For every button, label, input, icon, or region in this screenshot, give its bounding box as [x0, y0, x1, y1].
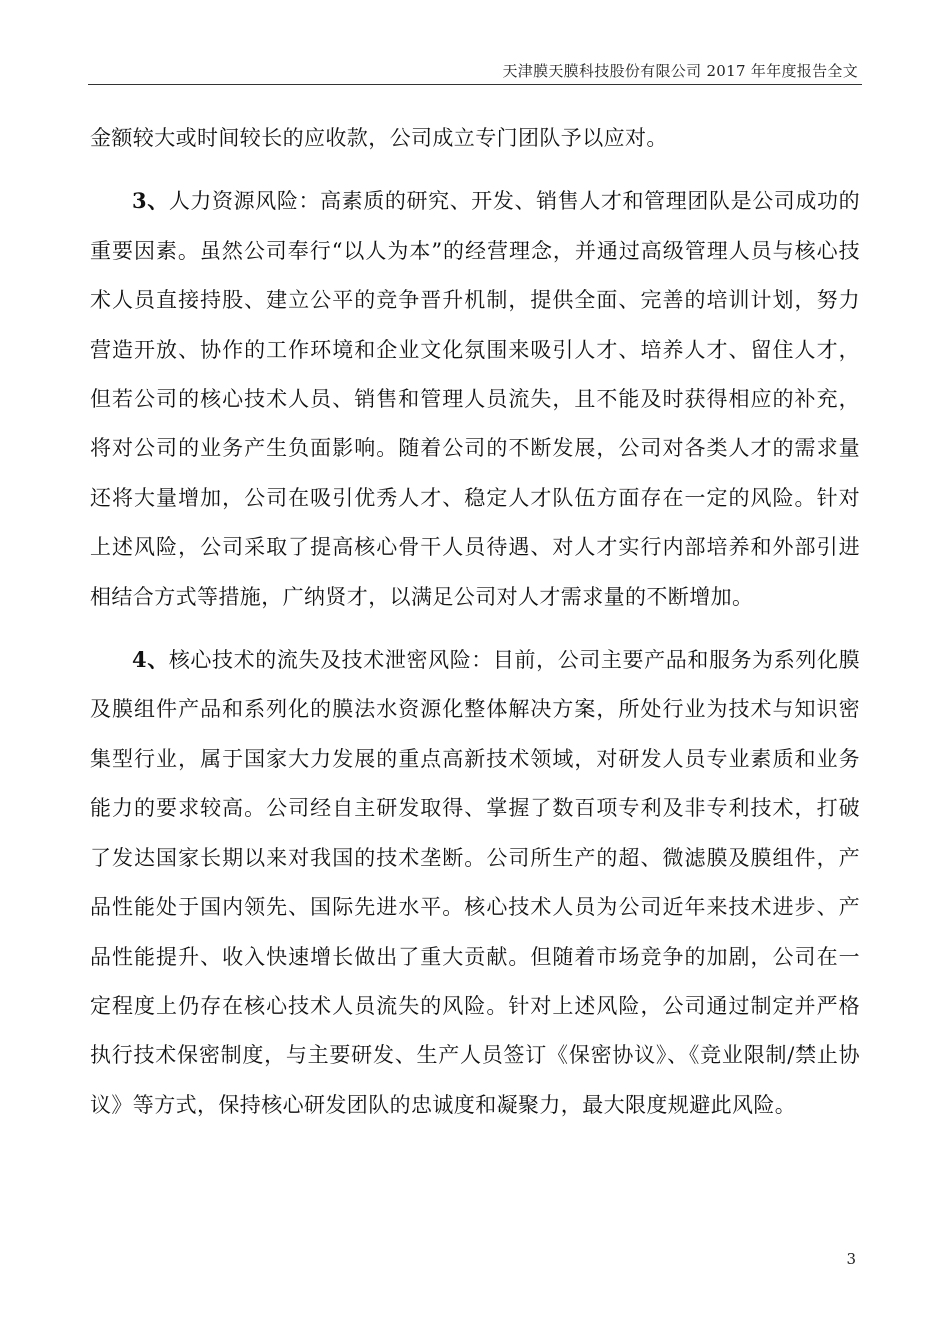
paragraph-number: 3、: [132, 188, 169, 214]
continuation-paragraph: 金额较大或时间较长的应收款，公司成立专门团队予以应对。: [90, 126, 668, 150]
paragraph-text: 人力资源风险：高素质的研究、开发、销售人才和管理团队是公司成功的重要因素。虽然公司奉行“以人为本”的经营理念，并通过高级管理人员与核心技术人员直接持股、建立公平的竞争晋升机制，提供全面、完善的培训计划，努力营造开放、协作的工作环境和企业文化氛围来吸引人才、培养人才、留住人才，但若公司的核心技术人员、销售和管理人员流失，且不能及时获得相应的补充，将对公司的业务产生负面影响。随着公司的不断发展，公司对各类人才的需求量还将大量增加，公司在吸引优秀人才、稳定人才队伍方面存在一定的风险。针对上述风险，公司采取了提高核心骨干人员待遇、对人才实行内部培养和外部引进相结合方式等措施，广纳贤才，以满足公司对人才需求量的不断增加。: [90, 189, 860, 609]
header-divider: [88, 84, 862, 85]
paragraph-text: 核心技术的流失及技术泄密风险：目前，公司主要产品和服务为系列化膜及膜组件产品和系列化的膜法水资源化整体解决方案，所处行业为技术与知识密集型行业，属于国家大力发展的重点高新技术领域，对研发人员专业素质和业务能力的要求较高。公司经自主研发取得、掌握了数百项专利及非专利技术，打破了发达国家长期以来对我国的技术垄断。公司所生产的超、微滤膜及膜组件，产品性能处于国内领先、国际先进水平。核心技术人员为公司近年来技术进步、产品性能提升、收入快速增长做出了重大贡献。但随着市场竞争的加剧，公司在一定程度上仍存在核心技术人员流失的风险。针对上述风险，公司通过制定并严格执行技术保密制度，与主要研发、生产人员签订《保密协议》、《竞业限制/禁止协议》等方式，保持核心研发团队的忠诚度和凝聚力，最大限度规避此风险。: [90, 648, 860, 1117]
paragraph-human-resources-risk: [90, 176, 860, 622]
paragraph-number: 4、: [132, 647, 169, 673]
paragraph-core-technology-risk: [90, 635, 860, 1130]
running-header-title: 天津膜天膜科技股份有限公司 2017 年年度报告全文: [502, 62, 858, 80]
body-text: [90, 114, 860, 1130]
page-number: 3: [846, 1250, 856, 1268]
